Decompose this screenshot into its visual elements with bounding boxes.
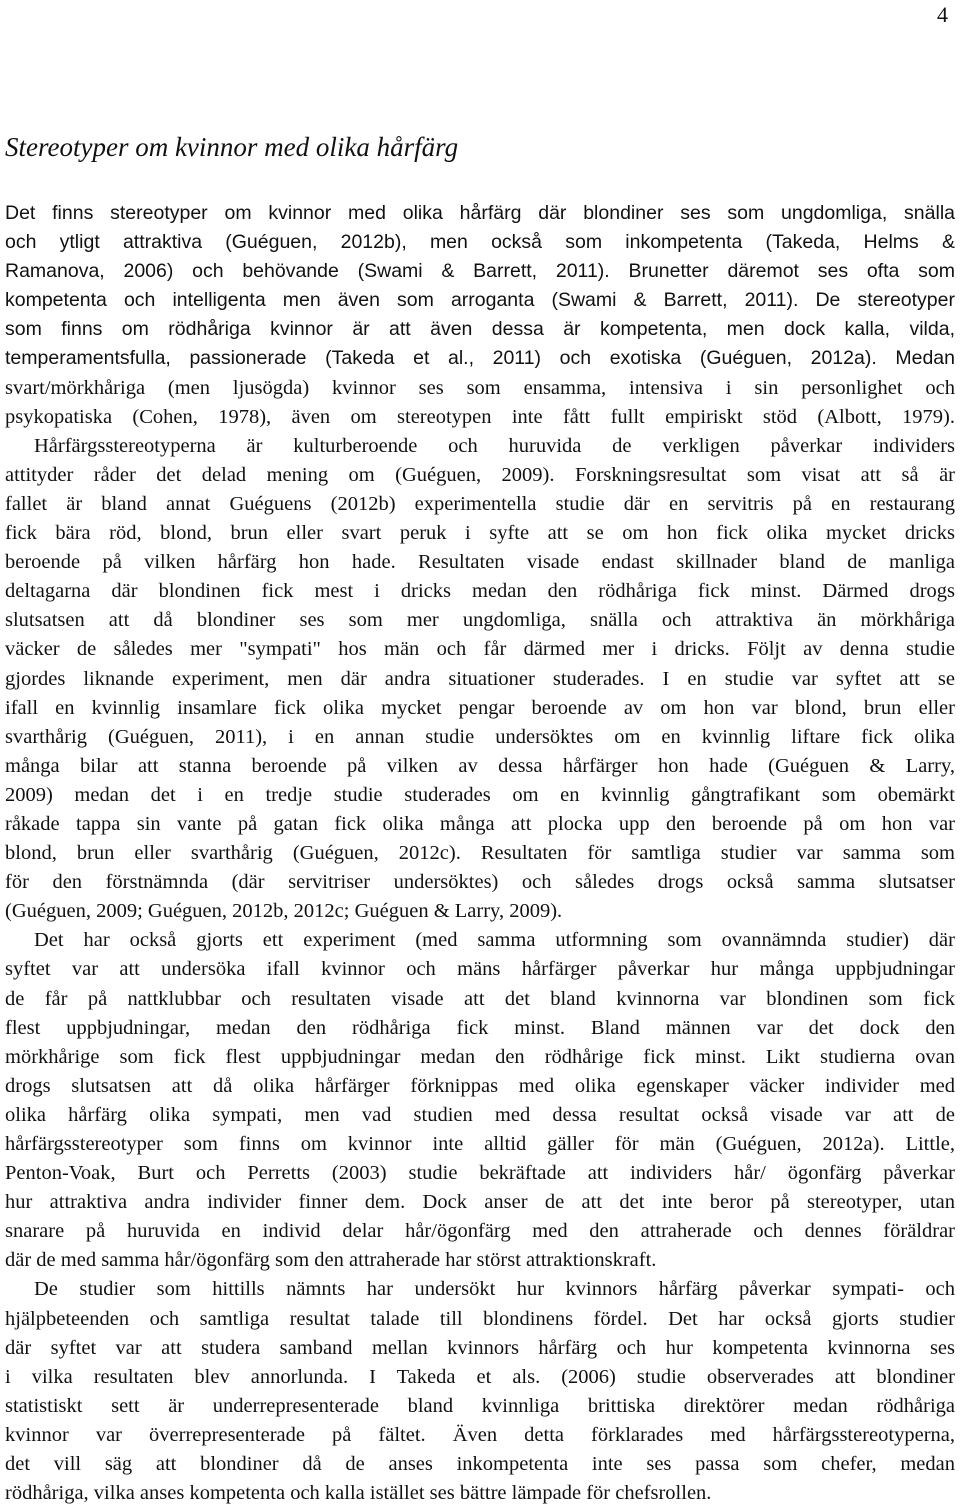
paragraph-line: fallet är bland annat Guéguens (2012b) experimentella studie där en servitris på en restaurang: [5, 492, 955, 515]
paragraph-line: statistiskt sett är underrepresenterade bland kvinnliga brittiska direktörer medan rödhåriga: [5, 1394, 955, 1417]
paragraph-line: drogs slutsatsen att då olika hårfärger förknippas med olika egenskaper väcker individer med: [5, 1074, 955, 1097]
paragraph-line: och ytligt attraktiva (Guéguen, 2012b), men också som inkompetenta (Takeda, Helms &: [5, 231, 955, 254]
paragraph: [5, 432, 955, 927]
paragraph-line: för den förstnämnda (där servitriser undersöktes) och således drogs också samma slutsatser: [5, 871, 955, 894]
paragraph-line: ifall en kvinnlig insamlare fick olika mycket pengar beroende av om hon var blond, brun eller: [5, 696, 955, 719]
paragraph-line: mörkhårige som fick flest uppbjudningar medan den rödhårige fick minst. Likt studierna ovan: [5, 1045, 955, 1068]
paragraph-line: deltagarna där blondinen fick mest i dricks medan den rödhåriga fick minst. Därmed drogs: [5, 580, 955, 603]
paragraph-line: 2009) medan det i en tredje studie studerades om en kvinnlig gångtrafikant som obemärkt: [5, 783, 955, 806]
paragraph-line: flest uppbjudningar, medan den rödhåriga fick minst. Bland männen var det dock den: [5, 1016, 955, 1039]
paragraph-line: som finns om rödhåriga kvinnor är att även dessa är kompetenta, men dock kalla, vilda,: [5, 318, 955, 341]
paragraph-line: (Guéguen, 2009; Guéguen, 2012b, 2012c; Guéguen & Larry, 2009).: [5, 900, 563, 923]
paragraph-line: beroende på vilken hårfärg hon hade. Resultaten visade endast skillnader bland de manliga: [5, 551, 955, 574]
paragraph-line: attityder råder det delad mening om (Guéguen, 2009). Forskningsresultat som visat att så är: [5, 463, 955, 486]
paragraph-line: de får på nattklubbar och resultaten visade att det bland kvinnorna var blondinen som fick: [5, 987, 955, 1010]
paragraph-line: syftet var att undersöka ifall kvinnor och mäns hårfärger påverkar hur många uppbjudningar: [5, 958, 955, 981]
paragraph-line: många bilar att stanna beroende på vilken av dessa hårfärger hon hade (Guéguen & Larry,: [5, 754, 955, 777]
paragraph: [5, 926, 955, 1275]
paragraph-line: väcker de således mer "sympati" hos män och får därmed mer i dricks. Följt av denna studie: [5, 638, 955, 661]
paragraph-line: hur attraktiva andra individer finner dem. Dock anser de att det inte beror på stereotyper, utan: [5, 1191, 955, 1214]
paragraph-line: där syftet var att studera samband mellan kvinnors hårfärg och hur kompetenta kvinnorna ses: [5, 1336, 955, 1359]
body-text: [5, 199, 955, 1508]
paragraph-line: snarare på huruvida en individ delar hår/ögonfärg med den attraherade och dennes föräldrar: [5, 1220, 955, 1243]
paragraph-line: rödhåriga, vilka anses kompetenta och kalla istället ses bättre lämpade för chefsrollen.: [5, 1482, 712, 1505]
paragraph-line: kompetenta och intelligenta men även som arroganta (Swami & Barrett, 2011). De stereotyper: [5, 289, 955, 312]
paragraph-line: hjälpbeteenden och samtliga resultat talade till blondinens fördel. Det har också gjorts studier: [5, 1307, 955, 1330]
paragraph-line: blond, brun eller svarthårig (Guéguen, 2012c). Resultaten för samtliga studier var samma som: [5, 842, 955, 865]
paragraph-line: gjordes liknande experiment, men där andra situationer studerades. I en studie var syftet att se: [5, 667, 955, 690]
paragraph-line: Det har också gjorts ett experiment (med samma utformning som ovannämnda studier) där: [34, 929, 955, 952]
paragraph-line: olika hårfärg olika sympati, men vad studien med dessa resultat också visade var att de: [5, 1103, 955, 1126]
paragraph-line: Penton-Voak, Burt och Perretts (2003) studie bekräftade att individers hår/ ögonfärg påverkar: [5, 1162, 955, 1185]
page-number: 4: [937, 2, 948, 27]
paragraph-line: hårfärgsstereotyper som finns om kvinnor inte alltid gäller för män (Guéguen, 2012a). Little,: [5, 1133, 955, 1155]
paragraph-line: slutsatsen att då blondiner ses som mer ungdomliga, snälla och attraktiva än mörkhåriga: [5, 609, 955, 632]
paragraph-line: Ramanova, 2006) och behövande (Swami & Barrett, 2011). Brunetter däremot ses ofta som: [5, 260, 955, 283]
paragraph-line: fick bära röd, blond, brun eller svart peruk i syfte att se om hon fick olika mycket dricks: [5, 522, 955, 545]
paragraph-line: i vilka resultaten blev annorlunda. I Takeda et als. (2006) studie observerades att blondiner: [5, 1365, 955, 1388]
paragraph-line: temperamentsfulla, passionerade (Takeda et al., 2011) och exotiska (Guéguen, 2012a). Medan: [5, 347, 955, 370]
paragraph-line: kvinnor var överrepresenterade på fältet. Även detta förklarades med hårfärgsstereotyperna,: [5, 1423, 955, 1446]
section-heading: Stereotyper om kvinnor med olika hårfärg: [5, 132, 459, 162]
paragraph: [5, 1275, 955, 1508]
paragraph-line: De studier som hittills nämnts har undersökt hur kvinnors hårfärg påverkar sympati- och: [34, 1278, 955, 1301]
paragraph-line: Det finns stereotyper om kvinnor med olika hårfärg där blondiner ses som ungdomliga, snälla: [5, 202, 955, 224]
paragraph-line: psykopatiska (Cohen, 1978), även om stereotypen inte fått fullt empiriskt stöd (Albott, 1979).: [5, 405, 955, 428]
paragraph-line: det vill säg att blondiner då de anses inkompetenta inte ses passa som chefer, medan: [5, 1453, 955, 1476]
paragraph-line: där de med samma hår/ögonfärg som den attraherade har störst attraktionskraft.: [5, 1249, 657, 1272]
paragraph-line: svart/mörkhåriga (men ljusögda) kvinnor ses som ensamma, intensiva i sin personlighet och: [5, 376, 955, 399]
paragraph: [5, 199, 955, 432]
paragraph-line: Hårfärgsstereotyperna är kulturberoende och huruvida de verkligen påverkar individers: [34, 434, 955, 457]
paragraph-line: svarthårig (Guéguen, 2011), i en annan studie undersöktes om en kvinnlig liftare fick olika: [5, 725, 955, 748]
paragraph-line: råkade tappa sin vante på gatan fick olika många att plocka upp den beroende på om hon var: [5, 812, 955, 835]
